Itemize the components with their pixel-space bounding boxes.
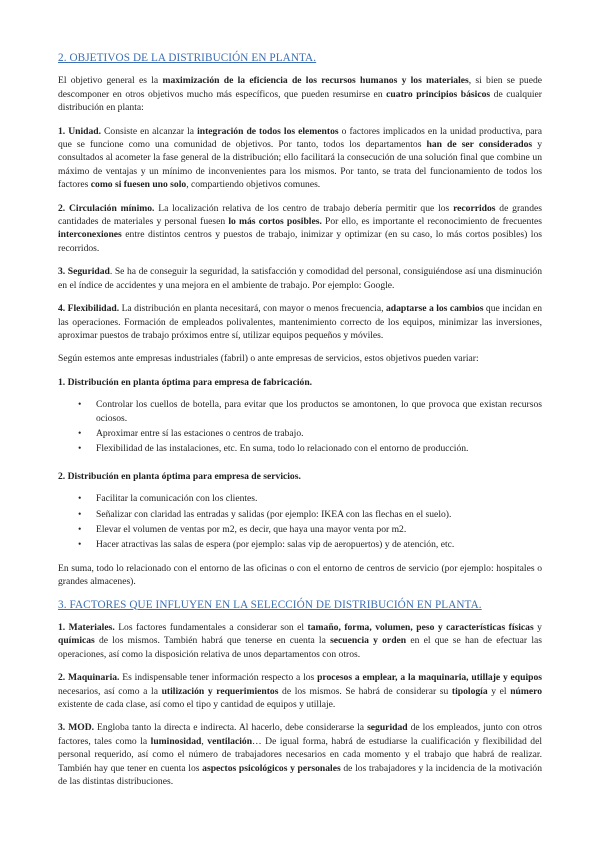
list-item: • Flexibilidad de las instalaciones, etc. En suma, todo lo relacionado con el entorno de producción. <box>78 442 542 455</box>
bold-run: aspectos psicológicos y personales <box>202 762 341 774</box>
text-run: El objetivo general es la <box>58 75 163 87</box>
servicios-subheading: 2. Distribución en planta óptima para empresa de servicios. <box>58 470 301 482</box>
text-run: en el que se han de efectuar las operaciones, así como la disposición relativa de unos departamentos con otros. <box>58 635 542 660</box>
fabricacion-subheading: 1. Distribución en planta óptima para empresa de fabricación. <box>58 376 313 388</box>
bold-run: secuencia y orden <box>330 635 407 647</box>
text-run: necesarios, así como a la <box>58 685 162 697</box>
list-item: • Controlar los cuellos de botella, para evitar que los productos se amontonen, lo que provoca que existan recursos ociosos. <box>78 398 542 425</box>
maquinaria-paragraph <box>58 671 542 711</box>
bold-run: 1. Materiales. <box>58 622 115 633</box>
materiales-paragraph <box>58 621 542 661</box>
bold-run: 3. Seguridad <box>58 266 110 278</box>
servicios-list <box>58 492 542 552</box>
bold-run: seguridad <box>367 722 408 734</box>
bold-run: adaptarse a los cambios <box>385 303 484 315</box>
text-run: La distribución en planta necesitará, con mayor o menos frecuencia, <box>119 303 386 315</box>
flexibilidad-paragraph <box>58 302 542 342</box>
text-run: existente de cada clase, así como el tipo y cantidad de equipos y utillaje. <box>58 699 336 711</box>
bold-run: han de ser considerados <box>426 139 533 151</box>
bold-run: como si fuesen uno solo <box>90 179 187 191</box>
list-item: • Aproximar entre sí las estaciones o centros de trabajo. <box>78 427 542 440</box>
text-run: de los empleados, junto con otros factores, tales como la <box>58 722 543 747</box>
bold-run: ventilación <box>207 735 253 747</box>
text-run: que incidan en las operaciones. Formación de empleados polivalentes, mantenimiento correcto de los equipos, minimizar las inversiones, aproximar puestos de trabajo próximos entre sí, utilizar equipos pequeños y móviles. <box>58 303 542 341</box>
text-run: Los factores fundamentales a considerar son el <box>114 622 308 633</box>
document-page <box>58 52 542 798</box>
text-run: de los trabajadores y la incidencia de la motivación de las distintas distribuciones. <box>58 762 543 788</box>
bold-run: 1. Unidad. <box>58 125 102 137</box>
seguridad-paragraph <box>58 265 542 292</box>
bold-run: 3. MOD. <box>58 722 95 734</box>
bold-run: luminosidad <box>150 735 202 747</box>
mod-paragraph <box>58 721 542 788</box>
bold-run: número <box>510 685 543 697</box>
segun-paragraph: Según estemos ante empresas industriales (fabril) o ante empresas de servicios, estos objetivos pueden variar: <box>58 353 479 365</box>
intro-paragraph <box>58 74 542 114</box>
bold-run: integración de todos los elementos <box>197 125 339 137</box>
unidad-paragraph <box>58 125 542 192</box>
text-run: … De igual forma, habrá de estudiarse la cualificación y flexibilidad del personal requerido, así como el número de trabajadores necesarios en cada momento y el trabajo que habrá de realizar. También hay que tener en cuenta los <box>58 735 542 774</box>
bold-run: tipología <box>451 685 488 697</box>
text-run: y consultados al acometer la fase general de la distribución; ello facilitará la consecución de una solución final que combine un máximo de ventajas y un mínimo de inconvenientes para los mismos. Por tanto, se trata del funcionamiento de todos los factores <box>58 139 543 191</box>
text-run: , si bien se puede descomponer en otros objetivos mucho más específicos, que pueden resumirse en <box>58 75 543 100</box>
section-3-heading: 3. FACTORES QUE INFLUYEN EN LA SELECCIÓN DE DISTRIBUCIÓN EN PLANTA. <box>58 598 482 611</box>
text-run: entre distintos centros y puestos de trabajo, inimizar y optimizar (en su caso, lo más cortos posibles) los recorridos. <box>58 229 542 254</box>
bold-run: interconexiones <box>58 229 122 241</box>
text-run: Es indispensable tener información respecto a los <box>119 672 318 684</box>
suma-paragraph: En suma, todo lo relacionado con el entorno de las oficinas o con el entorno de centros de servicio (por ejemplo: hospitales o grandes almacenes). <box>58 562 542 588</box>
text-run: Consiste en alcanzar la <box>101 125 198 137</box>
text-run: , compartiendo objetivos comunes. <box>186 179 321 191</box>
fabricacion-list <box>58 398 542 456</box>
bold-run: lo más cortos posibles. <box>228 216 322 228</box>
text-run: Por ello, es importante el reconocimiento de frecuentes <box>321 216 543 228</box>
bold-run: químicas <box>58 635 95 647</box>
text-run: La localización relativa de los centro de trabajo debería permitir que los <box>154 202 454 214</box>
text-run: o factores implicados en la unidad productiva, para que se funcione como una comunidad de objetivos. Por tanto, todos los departamentos <box>58 125 543 151</box>
bold-run: 2. Circulación mínimo. <box>58 202 155 214</box>
circulacion-paragraph <box>58 202 542 256</box>
text-run: de grandes cantidades de materiales y personal fuesen <box>58 202 542 228</box>
text-run: y <box>533 622 542 633</box>
text-run: de los mismos. Se habrá de considerar su <box>278 685 452 697</box>
bold-run: cuatro principios básicos <box>386 88 491 100</box>
text-run: de los mismos. También habrá que tenerse en cuenta la <box>94 635 331 647</box>
text-run: , <box>201 735 208 747</box>
bold-run: procesos a emplear, a la maquinaria, utillaje y equipos <box>317 672 542 684</box>
section-2-heading: 2. OBJETIVOS DE LA DISTRIBUCIÓN EN PLANTA. <box>58 52 317 64</box>
bold-run: recorridos <box>453 202 496 214</box>
bold-run: 2. Maquinaria. <box>58 672 120 684</box>
bold-run: 4. Flexibilidad. <box>58 303 120 315</box>
list-item: • Elevar el volumen de ventas por m2, es decir, que haya una mayor venta por m2. <box>78 523 542 536</box>
list-item: • Facilitar la comunicación con los clientes. <box>78 492 542 505</box>
bold-run: tamaño, forma, volumen, peso y características físicas <box>307 622 534 633</box>
list-item: • Hacer atractivas las salas de espera (por ejemplo: salas vip de aeropuertos) y de atención, etc. <box>78 538 542 551</box>
text-run: y el <box>487 685 511 697</box>
bold-run: utilización y requerimientos <box>161 685 279 697</box>
text-run: de cualquier distribución en planta: <box>58 88 542 114</box>
list-item: • Señalizar con claridad las entradas y salidas (por ejemplo: IKEA con las flechas en el suelo). <box>78 508 542 521</box>
text-run: Engloba tanto la directa e indirecta. Al hacerlo, debe considerarse la <box>94 722 368 734</box>
bold-run: maximización de la eficiencia de los recursos humanos y los materiales <box>162 75 469 87</box>
text-run: . Se ha de conseguir la seguridad, la satisfacción y comodidad del personal, consiguiéndose así una disminución en el índice de accidentes y una mejora en el ambiente de trabajo. Por ejemplo: Google. <box>58 266 542 291</box>
